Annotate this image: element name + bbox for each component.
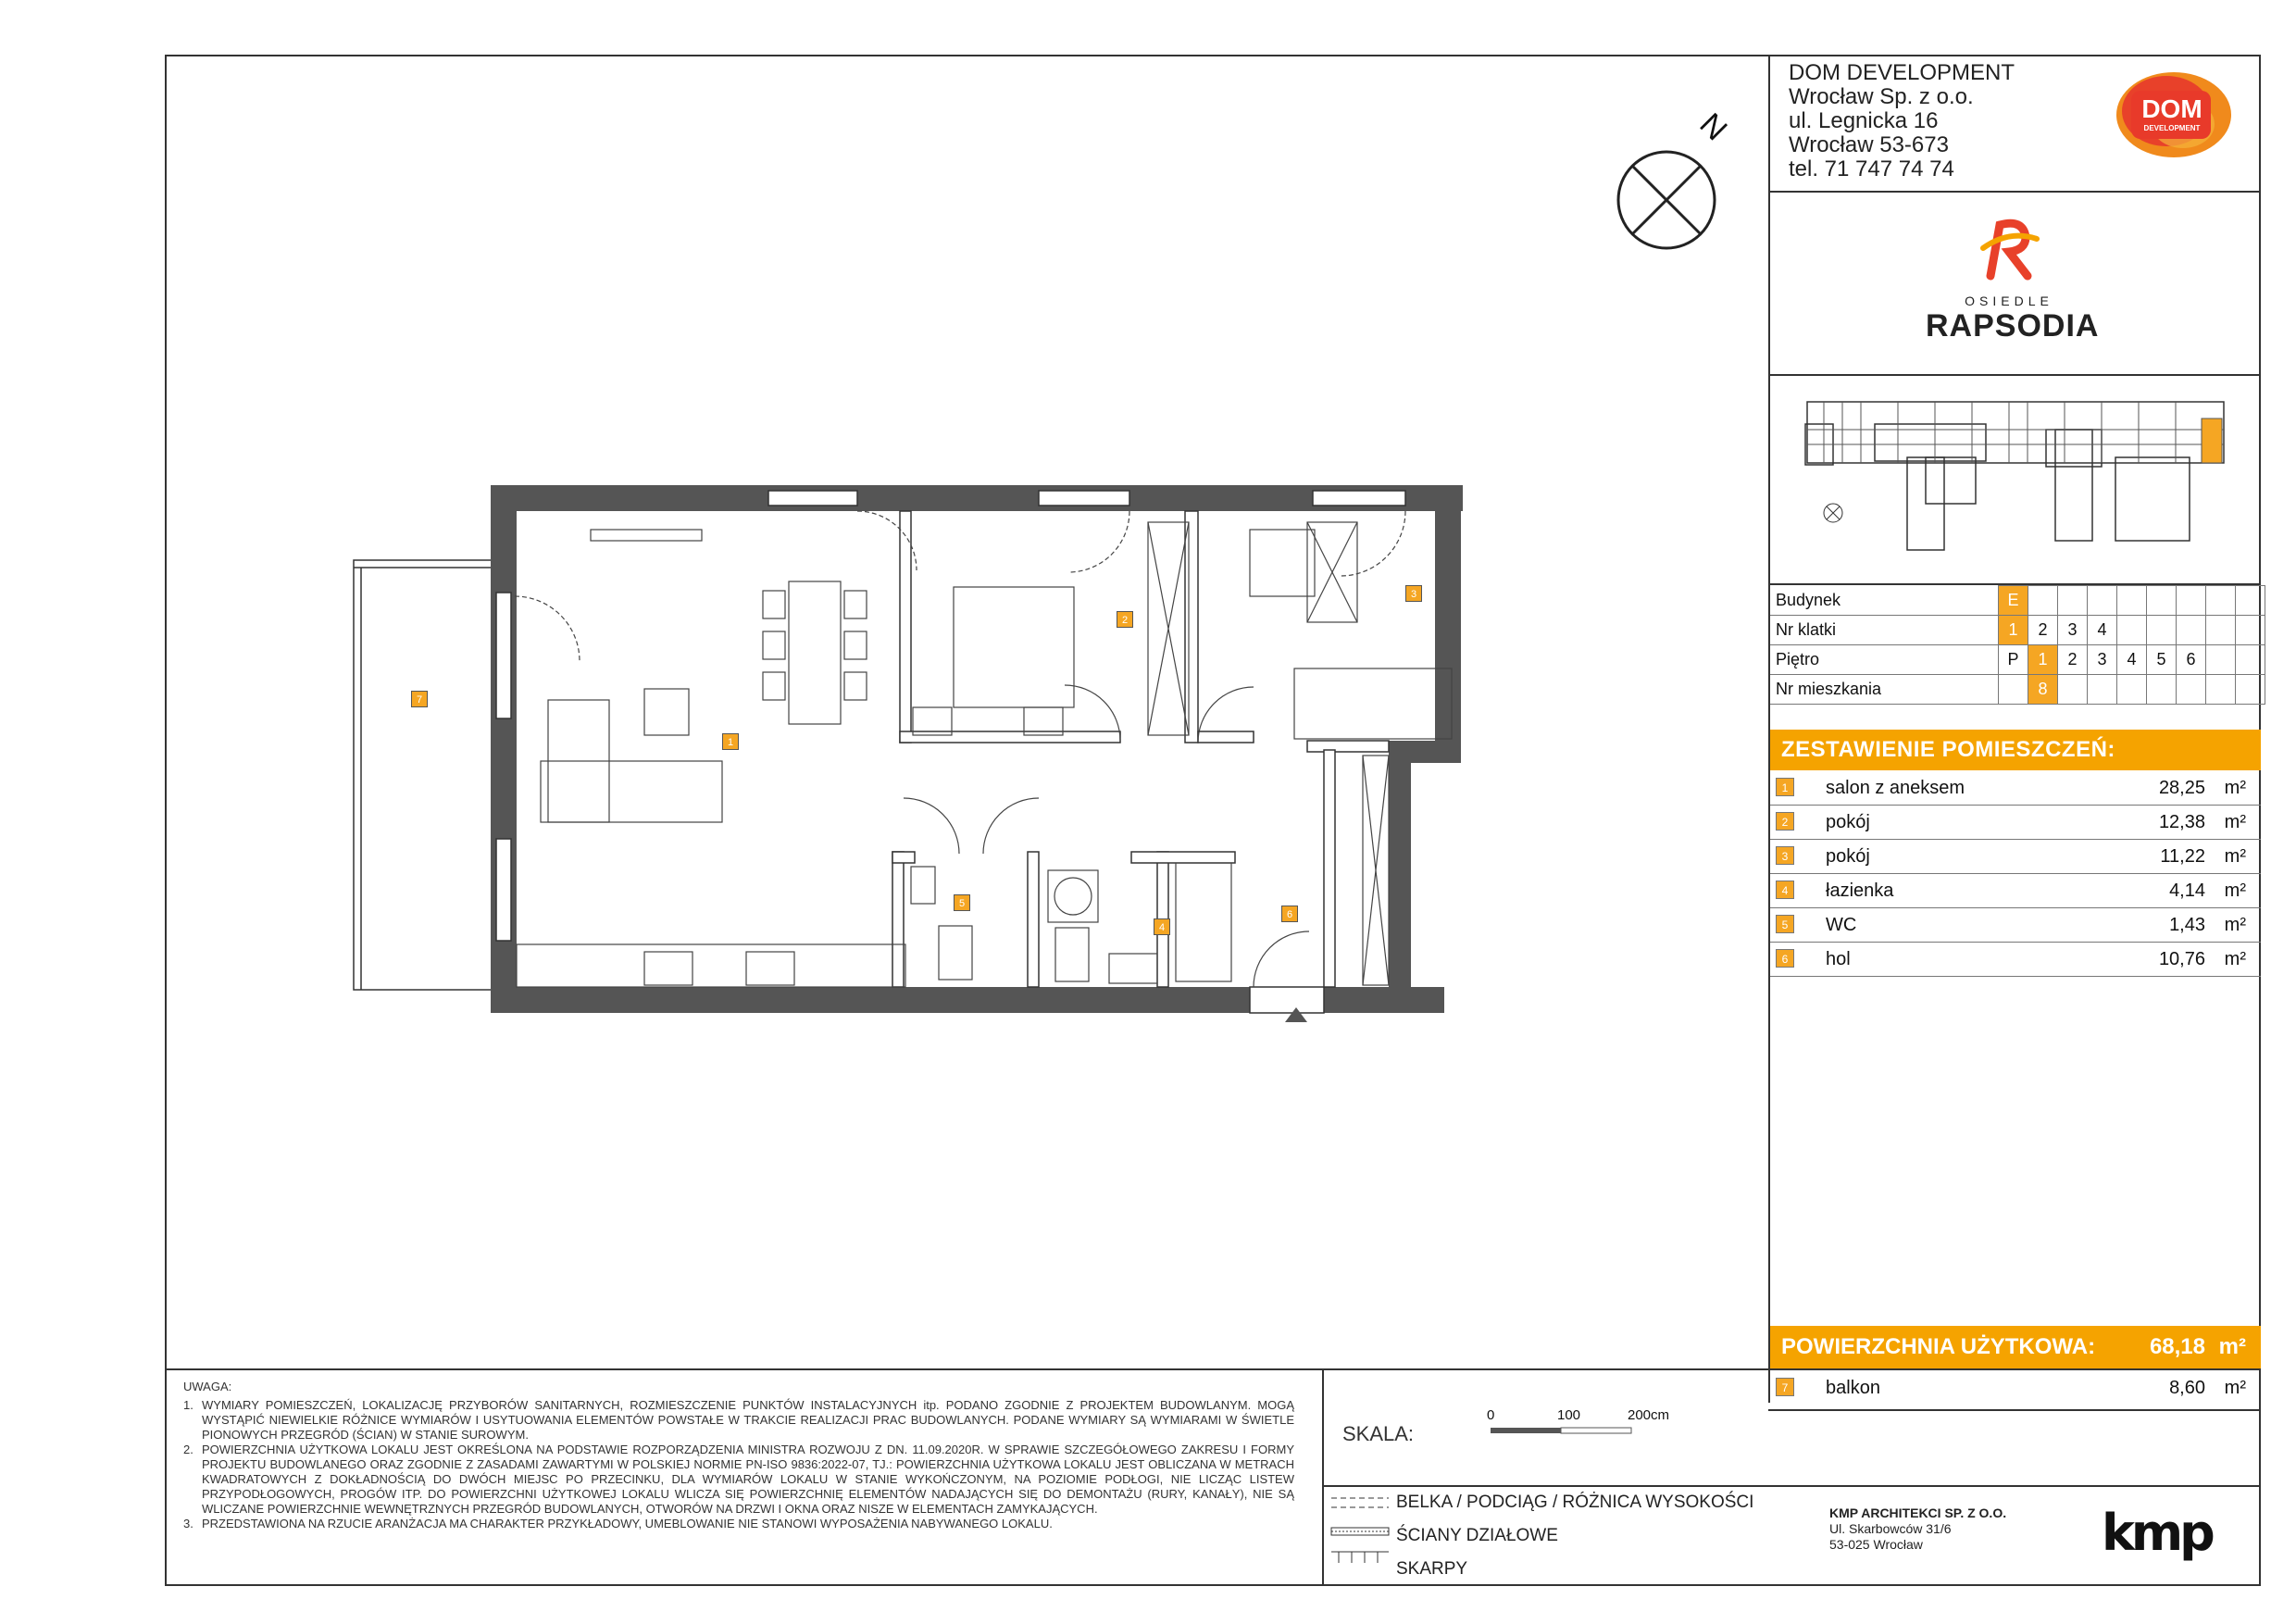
grid-cell	[2088, 675, 2117, 705]
room-number: 4	[1776, 881, 1794, 899]
grid-cell	[2147, 675, 2177, 705]
scale-tick-100: 100	[1557, 1407, 1581, 1423]
grid-cell	[2177, 586, 2206, 616]
room-row	[1770, 805, 2261, 840]
floor-plan	[343, 472, 1602, 1028]
grid-cell: 2	[2058, 645, 2088, 675]
balcony-name: balkon	[1826, 1378, 1880, 1398]
scale-tick-200: 200cm	[1628, 1407, 1670, 1423]
plan-label-5: 5	[954, 894, 970, 911]
room-area: 1,43	[2169, 915, 2205, 935]
scale-tick-0: 0	[1487, 1407, 1495, 1423]
rapsodia-r-icon	[1972, 211, 2046, 285]
grid-cell	[2177, 675, 2206, 705]
plan-label-2: 2	[1117, 611, 1133, 628]
grid-cell	[2177, 616, 2206, 645]
north-compass-icon	[1615, 109, 1753, 257]
plan-label-4: 4	[1154, 918, 1170, 935]
usable-area-unit: m²	[2218, 1334, 2246, 1359]
compass-label: N	[1692, 106, 1734, 148]
architect-address: Ul. Skarbowców 31/6	[1829, 1521, 1952, 1536]
grid-cell	[2236, 645, 2265, 675]
legend-reveals: SKARPY	[1396, 1559, 1468, 1579]
grid-cell	[2088, 586, 2117, 616]
balcony-unit: m²	[2224, 1378, 2246, 1398]
room-name: pokój	[1826, 812, 1870, 832]
note-number: 2.	[183, 1443, 193, 1456]
room-name: WC	[1826, 915, 1857, 935]
room-name: łazienka	[1826, 881, 1894, 901]
plan-label-1: 1	[722, 733, 739, 750]
grid-cell: 2	[2028, 616, 2058, 645]
rapsodia-logo	[1926, 211, 2100, 359]
grid-cell	[2028, 586, 2058, 616]
grid-cell: 1	[2028, 645, 2058, 675]
room-name: salon z aneksem	[1826, 778, 1965, 798]
company-address: ul. Legnicka 16	[1789, 108, 1939, 133]
project-small-label: OSIEDLE	[1965, 294, 2053, 308]
room-area: 11,22	[2160, 846, 2205, 867]
dom-logo-subtext: DEVELOPMENT	[2143, 124, 2201, 132]
company-info	[1789, 61, 2015, 181]
legend-symbols	[1328, 1494, 1392, 1568]
grid-label: Piętro	[1770, 645, 1999, 675]
grid-cell: 5	[2147, 645, 2177, 675]
grid-row-klatka	[1770, 616, 2265, 645]
grid-cell	[2147, 586, 2177, 616]
room-row	[1770, 770, 2261, 806]
company-phone: tel. 71 747 74 74	[1789, 156, 1954, 181]
room-unit: m²	[2224, 812, 2246, 832]
grid-cell	[1999, 675, 2028, 705]
divider-logo	[1768, 374, 2261, 376]
usable-area-value: 68,18	[2149, 1334, 2205, 1359]
grid-cell	[2058, 586, 2088, 616]
grid-cell: 8	[2028, 675, 2058, 705]
room-row	[1770, 873, 2261, 908]
note-item	[183, 1443, 1294, 1517]
grid-cell	[2236, 616, 2265, 645]
grid-cell: 6	[2177, 645, 2206, 675]
room-unit: m²	[2224, 949, 2246, 969]
note-text: WYMIARY POMIESZCZEŃ, LOKALIZACJĘ PRZYBORÓW SANITARNYCH, ROZMIESZCZENIE PUNKTÓW INSTALACYJNYCH itp. PODANO ZGODNIE Z PROJEKTEM BUDOWLANYM. MOGĄ WYSTĄPIĆ NIEWIELKIE RÓŻNICE WYMIARÓW I USYTUOWANIA ELEMENTÓW POWSTAŁE W TRAKCIE REALIZACJI PRAC BUDOWLANYCH. PODANE WYMIARY SĄ WYMIARAMI W ŚWIETLE PIONOWYCH PRZEGRÓD (ŚCIAN) W STANIE SUROWYM.	[202, 1398, 1294, 1442]
kmp-logo: kmp	[2102, 1504, 2212, 1562]
grid-row-mieszkanie	[1770, 675, 2265, 705]
notes-title: UWAGA:	[183, 1380, 232, 1393]
note-text: PRZEDSTAWIONA NA RZUCIE ARANŻACJA MA CHARAKTER PRZYKŁADOWY, UMEBLOWANIE NIE STANOWI WYPOSAŻENIA NABYWANEGO LOKALU.	[202, 1517, 1053, 1530]
room-number: 2	[1776, 812, 1794, 831]
project-name: RAPSODIA	[1926, 308, 2100, 344]
room-area: 10,76	[2158, 949, 2205, 969]
grid-label: Budynek	[1770, 586, 1999, 616]
grid-cell	[2117, 616, 2147, 645]
divider-legend	[1322, 1485, 2261, 1487]
balcony-row	[1770, 1370, 2261, 1405]
divider-balkon	[1768, 1409, 2261, 1411]
grid-cell: 3	[2058, 616, 2088, 645]
room-number: 3	[1776, 846, 1794, 865]
grid-cell	[2206, 616, 2236, 645]
note-text: POWIERZCHNIA UŻYTKOWA LOKALU JEST OKREŚLONA NA PODSTAWIE ROZPORZĄDZENIA MINISTRA ROZWOJU Z DN. 11.09.2020R. W SPRAWIE SZCZEGÓŁOWEGO ZAKRESU I FORMY PROJEKTU BUDOWLANEGO ORAZ ZGODNIE Z ZASADAMI ZAWARTYMI W POLSKIEJ NORMIE PN-ISO 9836:2022-07, TJ.: POWIERZCHNIA UŻYTKOWA LOKALU JEST OBLICZANA W METRACH KWADRATOWYCH Z DOKŁADNOŚCIĄ DO DWÓCH MIEJSC PO PRZECINKU, DLA WYMIARÓW LOKALU W STANIE WYKOŃCZONYM, NA POZIOMIE PODŁOGI, NIE LICZĄC LISTEW PRZYPODŁOGOWYCH, PROGÓW ITP. DO POWIERZCHNI UŻYTKOWEJ LOKALU WLICZA SIĘ POWIERZCHNIĘ ELEMENTÓW NADAJĄCYCH SIĘ DO DEMONTAŻU (RURY, KANAŁY), NIE SĄ WLICZANE POWIERZCHNIE WEWNĘTRZNYCH PRZEGRÓD BUDOWLANYCH, OTWORÓW NA DRZWI I OKNA ORAZ NISZE W ELEMENTACH ZAMYKAJĄCYCH.	[202, 1443, 1294, 1516]
room-area: 4,14	[2169, 881, 2205, 901]
room-name: hol	[1826, 949, 1851, 969]
legend-beam: BELKA / PODCIĄG / RÓŻNICA WYSOKOŚCI	[1396, 1493, 1754, 1512]
dom-development-logo	[2111, 69, 2231, 161]
balcony-outline	[354, 560, 493, 990]
grid-cell	[2117, 586, 2147, 616]
key-plan	[1787, 393, 2250, 559]
balcony-number: 7	[1776, 1378, 1794, 1396]
plan-label-7: 7	[411, 691, 428, 707]
divider-company	[1768, 191, 2261, 193]
grid-cell	[2147, 616, 2177, 645]
company-city: Wrocław 53-673	[1789, 132, 1949, 157]
grid-cell: E	[1999, 586, 2028, 616]
usable-area-header	[1770, 1326, 2261, 1368]
note-number: 1.	[183, 1398, 193, 1412]
room-unit: m²	[2224, 881, 2246, 901]
plan-label-3: 3	[1405, 585, 1422, 602]
usable-area-label: POWIERZCHNIA UŻYTKOWA:	[1781, 1334, 2096, 1359]
right-column-divider	[1768, 55, 1770, 1403]
room-number: 6	[1776, 949, 1794, 968]
grid-cell: P	[1999, 645, 2028, 675]
architect-info	[1829, 1505, 2006, 1553]
scale-label: SKALA:	[1342, 1422, 1415, 1445]
room-row	[1770, 907, 2261, 943]
scale-bar	[1491, 1426, 1639, 1437]
note-item	[183, 1398, 1294, 1443]
grid-cell	[2206, 675, 2236, 705]
grid-cell: 1	[1999, 616, 2028, 645]
grid-cell	[2236, 675, 2265, 705]
grid-cell	[2206, 586, 2236, 616]
architect-city: 53-025 Wrocław	[1829, 1537, 1923, 1552]
grid-cell	[2058, 675, 2088, 705]
balcony-area: 8,60	[2169, 1378, 2205, 1398]
note-number: 3.	[183, 1517, 193, 1530]
architect-name: KMP ARCHITEKCI SP. Z O.O.	[1829, 1505, 2007, 1520]
room-area: 12,38	[2158, 812, 2205, 832]
room-name: pokój	[1826, 846, 1870, 867]
plan-label-6: 6	[1281, 906, 1298, 922]
grid-cell	[2206, 645, 2236, 675]
room-number: 5	[1776, 915, 1794, 933]
grid-cell	[2117, 675, 2147, 705]
rooms-summary-title: ZESTAWIENIE POMIESZCZEŃ:	[1770, 730, 2261, 770]
note-item	[183, 1517, 1294, 1531]
grid-cell	[2236, 586, 2265, 616]
room-number: 1	[1776, 778, 1794, 796]
room-area: 28,25	[2158, 778, 2205, 798]
grid-cell: 4	[2117, 645, 2147, 675]
legend-partition-walls: ŚCIANY DZIAŁOWE	[1396, 1526, 1558, 1545]
grid-label: Nr mieszkania	[1770, 675, 1999, 705]
room-unit: m²	[2224, 778, 2246, 798]
room-row	[1770, 942, 2261, 977]
company-line2: Wrocław Sp. z o.o.	[1789, 84, 1974, 109]
grid-row-budynek	[1770, 586, 2265, 616]
grid-cell: 4	[2088, 616, 2117, 645]
grid-row-pietro	[1770, 645, 2265, 675]
room-unit: m²	[2224, 846, 2246, 867]
location-grid	[1770, 585, 2265, 705]
divider-scale	[1322, 1368, 1324, 1586]
room-row	[1770, 839, 2261, 874]
grid-cell: 3	[2088, 645, 2117, 675]
dom-logo-text: DOM	[2141, 94, 2202, 123]
company-name: DOM DEVELOPMENT	[1789, 60, 2015, 85]
grid-label: Nr klatki	[1770, 616, 1999, 645]
notes	[183, 1380, 1294, 1531]
room-unit: m²	[2224, 915, 2246, 935]
